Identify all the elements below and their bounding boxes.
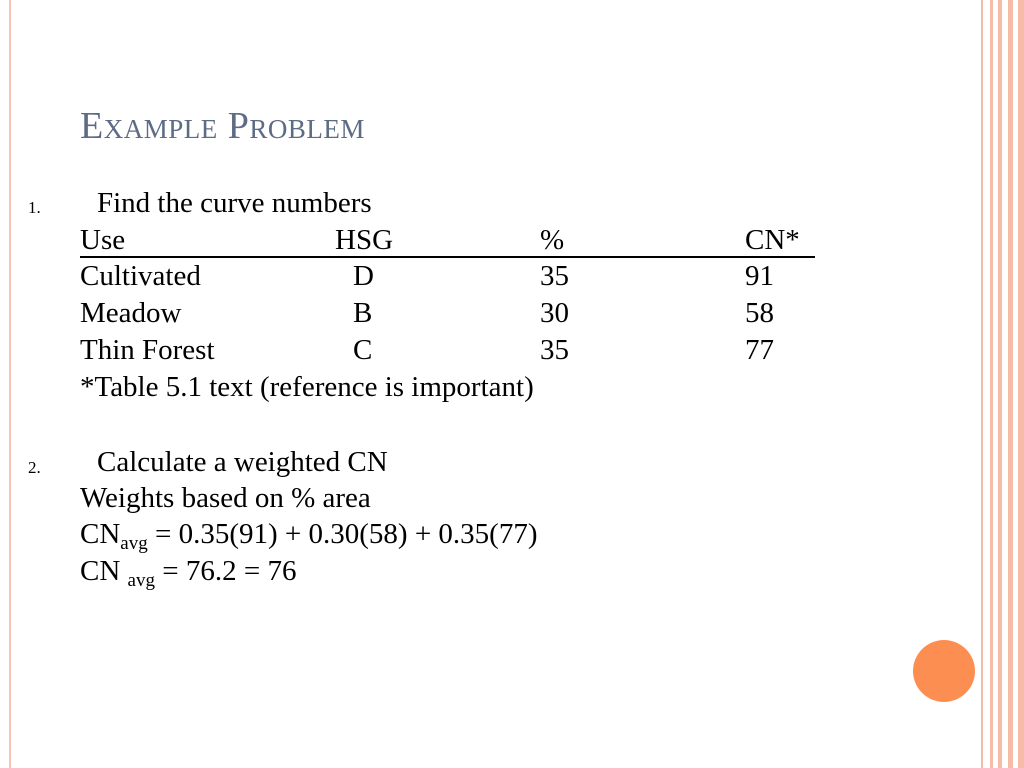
decorative-circle — [913, 640, 975, 702]
step-2-heading: Calculate a weighted CN — [97, 446, 388, 478]
cell-hsg: B — [353, 297, 373, 329]
right-border-stripe — [981, 0, 983, 768]
right-border-stripe — [1008, 0, 1013, 768]
right-border-stripe — [1018, 0, 1024, 768]
header-use: Use — [80, 224, 126, 256]
cell-cn: 58 — [745, 297, 774, 329]
right-border-stripe — [990, 0, 993, 768]
eq1-subscript: avg — [120, 533, 148, 554]
cell-percent: 35 — [540, 260, 569, 292]
step-1-heading: Find the curve numbers — [97, 187, 372, 219]
eq1-rest: = 0.35(91) + 0.30(58) + 0.35(77) — [147, 518, 538, 550]
slide-title: Example Problem — [80, 105, 365, 147]
left-border-line — [9, 0, 11, 768]
cell-cn: 77 — [745, 334, 774, 366]
table-header-row — [80, 222, 815, 258]
header-hsg: HSG — [335, 224, 394, 256]
cell-cn: 91 — [745, 260, 774, 292]
reference-note: *Table 5.1 text (reference is important) — [80, 371, 534, 403]
right-border-stripe — [998, 0, 1002, 768]
table-row — [80, 295, 815, 331]
step-2-number: 2. — [28, 458, 41, 477]
eq2-subscript: avg — [127, 570, 155, 591]
cell-use: Meadow — [80, 297, 182, 329]
table-row — [80, 258, 815, 294]
cell-use: Thin Forest — [80, 334, 215, 366]
cell-use: Cultivated — [80, 260, 201, 292]
cell-percent: 35 — [540, 334, 569, 366]
weights-line: Weights based on % area — [80, 482, 371, 514]
table-row — [80, 332, 815, 368]
header-cn: CN* — [745, 224, 800, 256]
eq2-rest: = 76.2 = 76 — [154, 555, 297, 587]
equation-result — [80, 553, 296, 589]
eq1-prefix: CN — [80, 518, 121, 550]
step-1-number: 1. — [28, 198, 41, 217]
header-percent: % — [540, 224, 565, 256]
equation-weighted-cn — [80, 516, 538, 552]
eq2-prefix: CN — [80, 555, 128, 587]
cell-hsg: D — [353, 260, 374, 292]
cell-percent: 30 — [540, 297, 569, 329]
cell-hsg: C — [353, 334, 373, 366]
